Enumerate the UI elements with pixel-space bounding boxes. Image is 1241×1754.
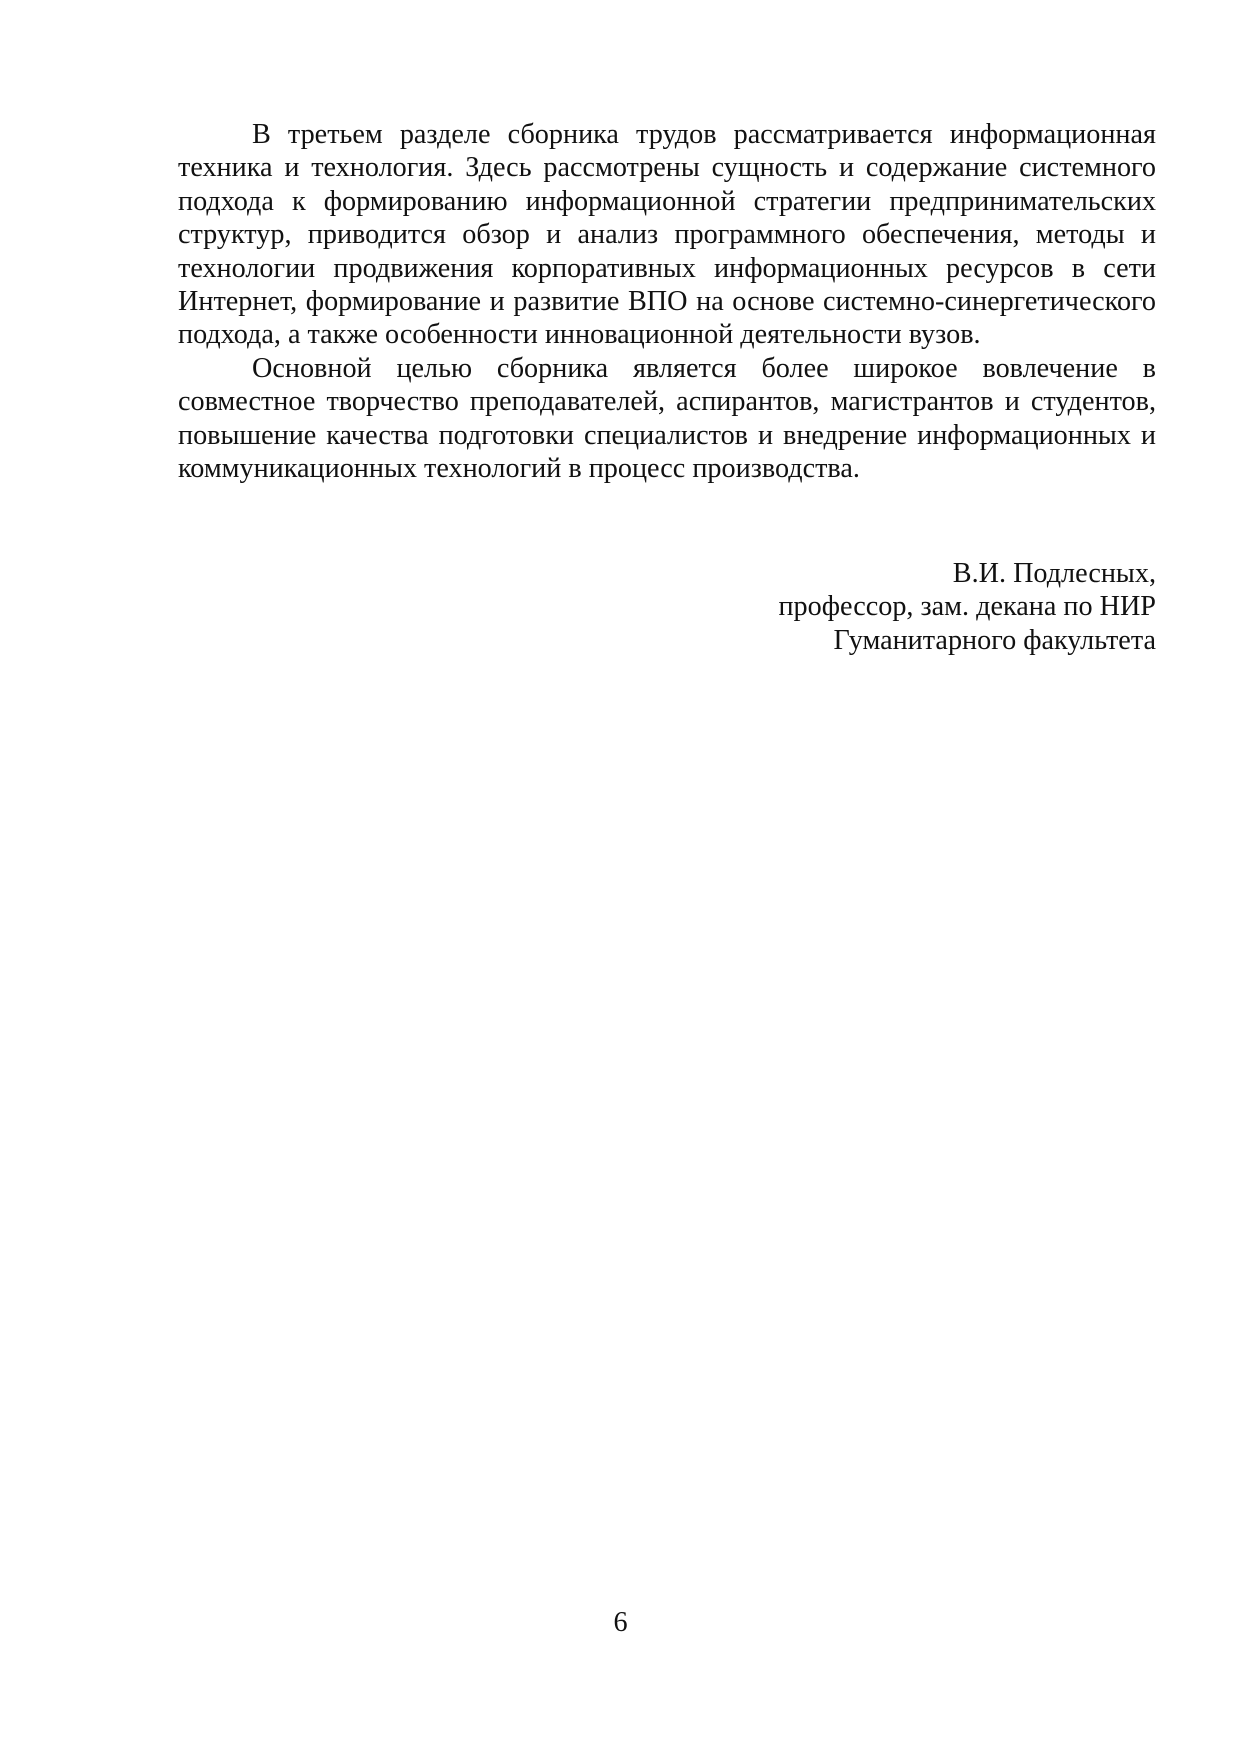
signature-position: профессор, зам. декана по НИР: [778, 591, 1156, 623]
page-number: 6: [613, 1607, 628, 1638]
paragraph-section-three: В третьем разделе сборника трудов рассматривается информационная техника и технология. Здесь рассмотрены сущность и содержание системного подхода к формированию информационной стратегии предпринимательских структур, приводится обзор и анализ программного обеспечения, методы и технологии продвижения корпоративных информационных ресурсов в сети Интернет, формирование и развитие ВПО на основе системно-синергетического подхода, а также особенности инновационной деятельности вузов.: [178, 119, 1156, 351]
body-text: [178, 118, 1156, 485]
signature-faculty: Гуманитарного факультета: [833, 624, 1156, 656]
signature-block: [778, 557, 1156, 657]
signature-name: В.И. Подлесных,: [952, 558, 1156, 589]
paragraph-main-goal: Основной целью сборника является более широкое вовлечение в совместное творчество преподавателей, аспирантов, магистрантов и студентов, повышение качества подготовки специалистов и внедрение информационных и коммуникационных технологий в процесс производства.: [178, 352, 1156, 485]
